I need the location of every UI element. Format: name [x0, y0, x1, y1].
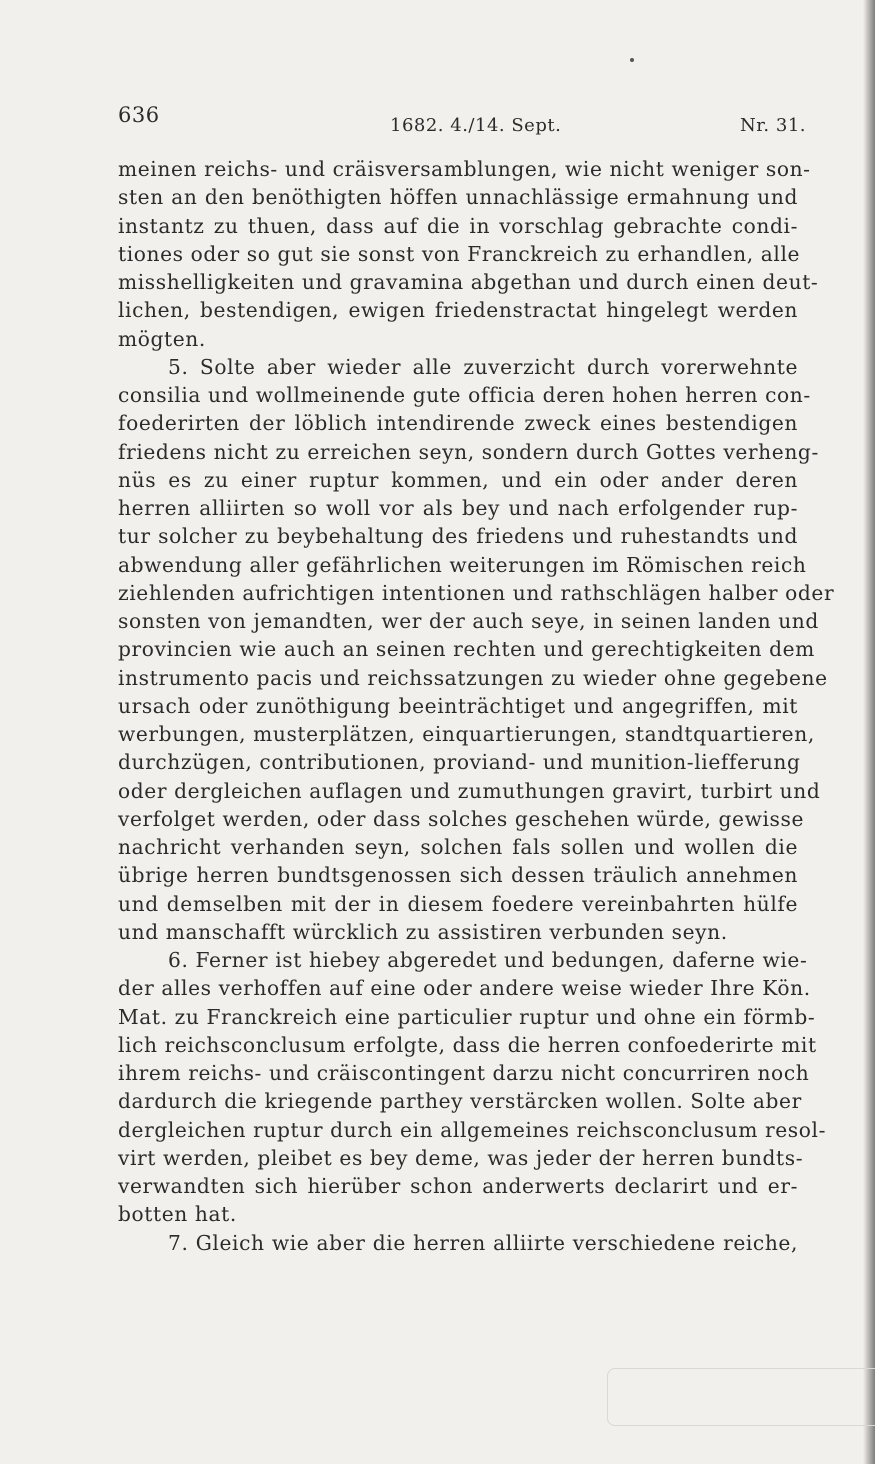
text-line: übrige herren bundtsgenossen sich dessen träulich annehmen — [118, 863, 798, 888]
text-line: 5. Solte aber wieder alle zuverzicht durch vorerwehnte — [168, 354, 798, 379]
text-line: provincien wie auch an seinen rechten und gerechtigkeiten dem — [118, 637, 815, 662]
text-line: durchzügen, contributionen, proviand- und munition-liefferung — [118, 750, 801, 775]
header-date: 1682. 4./14. Sept. — [390, 115, 562, 136]
text-line: dardurch die kriegende parthey verstärcken wollen. Solte aber — [118, 1089, 802, 1114]
text-line: sonsten von jemandten, wer der auch seye, in seinen landen und — [118, 609, 819, 633]
text-line: der alles verhoffen auf eine oder andere weise wieder Ihre Kön. — [118, 976, 811, 1001]
body-text — [118, 155, 835, 1257]
text-line: friedens nicht zu erreichen seyn, sondern durch Gottes verheng- — [118, 439, 819, 464]
text-line: dergleichen ruptur durch ein allgemeines reichsconclusum resol- — [118, 1117, 826, 1142]
ink-speck — [630, 58, 634, 62]
text-line: verwandten sich hierüber schon anderwerts declarirt und er- — [118, 1174, 798, 1198]
page-number: 636 — [118, 103, 160, 127]
text-line: sten an den benöthigten höffen unnachlässige ermahnung und — [118, 185, 798, 210]
text-line: und demselben mit der in diesem foedere vereinbahrten hülfe — [118, 891, 798, 916]
text-line: virt werden, pleibet es bey deme, was jeder der herren bundts- — [118, 1145, 804, 1170]
text-line: oder dergleichen auflagen und zumuthungen gravirt, turbirt und — [118, 778, 821, 803]
text-line: tur solcher zu beybehaltung des friedens und ruhestandts und — [118, 524, 798, 549]
text-line: tiones oder so gut sie sonst von Franckreich zu erhandlen, alle — [118, 241, 801, 266]
text-line: instantz zu thuen, dass auf die in vorschlag gebrachte condi- — [118, 213, 798, 238]
text-line: misshelligkeiten und gravamina abgethan und durch einen deut- — [118, 270, 819, 294]
text-line: mögten. — [118, 326, 206, 351]
text-line: und manschafft würcklich zu assistiren verbunden seyn. — [118, 919, 728, 944]
running-header — [118, 103, 806, 136]
text-line: ursach oder zunöthigung beeinträchtiget und angegriffen, mit — [118, 693, 798, 718]
text-line: nachricht verhanden seyn, solchen fals sollen und wollen die — [118, 835, 798, 859]
page-edge — [863, 0, 875, 1464]
text-line: 6. Ferner ist hiebey abgeredet und bedungen, daferne wie- — [168, 948, 808, 972]
text-line: werbungen, musterplätzen, einquartierungen, standtquartieren, — [118, 722, 815, 746]
text-line: botten hat. — [118, 1202, 237, 1227]
text-line: abwendung aller gefährlichen weiterungen im Römischen reich — [118, 552, 807, 577]
text-line: consilia und wollmeinende gute officia deren hohen herren con- — [118, 383, 811, 407]
text-line: herren alliirten so woll vor als bey und nach erfolgender rup- — [118, 496, 798, 520]
text-line: nüs es zu einer ruptur kommen, und ein oder ander deren — [118, 467, 798, 492]
text-line: meinen reichs- und cräisversamblungen, wie nicht weniger son- — [118, 157, 811, 181]
text-line: 7. Gleich wie aber die herren alliirte verschiedene reiche, — [168, 1230, 798, 1255]
text-line: instrumento pacis und reichssatzungen zu wieder ohne gegebene — [118, 665, 828, 690]
text-line: lichen, bestendigen, ewigen friedenstractat hingelegt werden — [118, 298, 798, 323]
text-line: Mat. zu Franckreich eine particulier ruptur und ohne ein förmb- — [118, 1004, 816, 1029]
faint-stamp-outline — [607, 1368, 875, 1426]
text-line: foederirten der löblich intendirende zweck eines bestendigen — [118, 411, 798, 436]
text-line: ihrem reichs- und cräiscontingent darzu nicht concurriren noch — [118, 1061, 810, 1085]
document-number: Nr. 31. — [740, 115, 806, 136]
text-line: ziehlenden aufrichtigen intentionen und rathschlägen halber oder — [118, 580, 835, 605]
text-line: verfolget werden, oder dass solches geschehen würde, gewisse — [118, 806, 805, 831]
text-line: lich reichsconclusum erfolgte, dass die herren confoederirte mit — [118, 1032, 817, 1057]
